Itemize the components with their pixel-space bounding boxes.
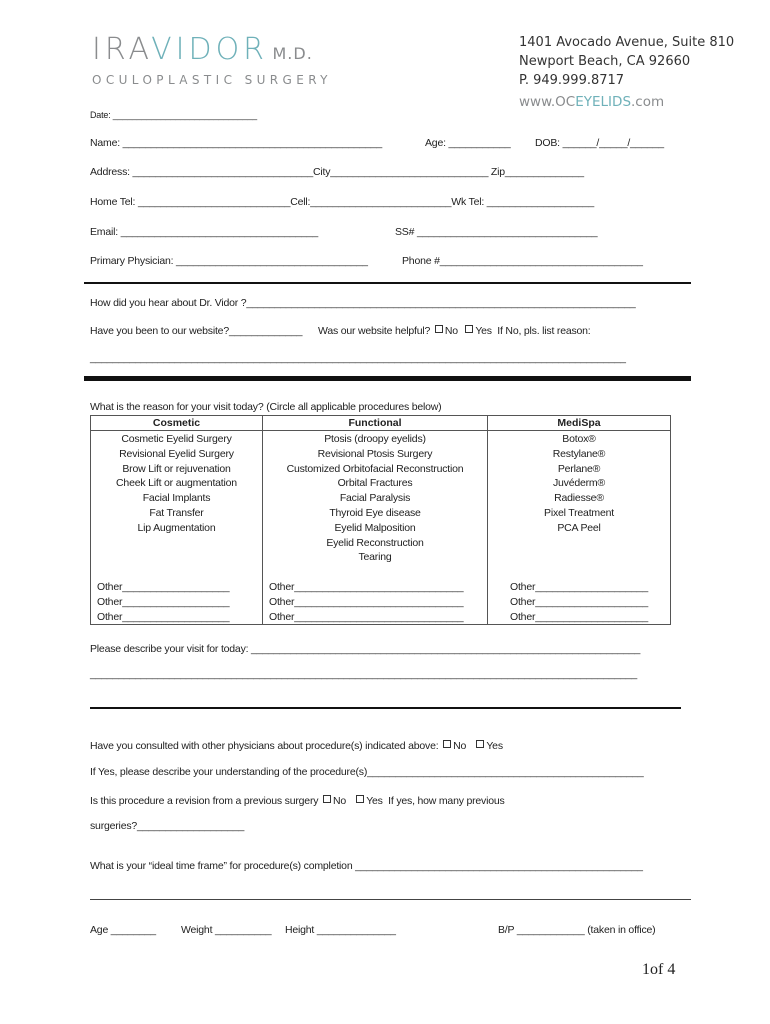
previous-surgeries-field[interactable]: surgeries?___________________ bbox=[90, 820, 245, 832]
address-city: Newport Beach, CA 92660 bbox=[519, 54, 691, 69]
list-item[interactable]: Orbital Fractures bbox=[337, 477, 413, 490]
checkbox-no[interactable] bbox=[443, 740, 451, 748]
list-item[interactable]: Tearing bbox=[358, 551, 392, 564]
other-cosmetic[interactable]: Other___________________ bbox=[97, 595, 230, 608]
list-item[interactable]: Customized Orbitofacial Reconstruction bbox=[286, 462, 464, 475]
address-street: 1401 Avocado Avenue, Suite 810 bbox=[519, 35, 735, 50]
cosmetic-column bbox=[91, 431, 263, 625]
other-functional[interactable]: Other______________________________ bbox=[269, 595, 464, 608]
age-vital-field[interactable]: Age ________ bbox=[90, 924, 156, 936]
list-item[interactable]: Radiesse® bbox=[554, 492, 604, 505]
logo-subtitle: OCULOPLASTIC SURGERY bbox=[92, 73, 332, 87]
list-item[interactable]: Eyelid Malposition bbox=[334, 521, 416, 534]
revision-question: Is this procedure a revision from a previous surgery No Yes If yes, how many previous bbox=[90, 795, 505, 807]
address-phone: P. 949.999.8717 bbox=[519, 73, 625, 88]
website-helpful-question: Was our website helpful? No Yes If No, pls. list reason: bbox=[318, 325, 591, 337]
list-item[interactable]: Brow Lift or rejuvenation bbox=[122, 462, 231, 475]
checkbox-yes[interactable] bbox=[356, 795, 364, 803]
list-item[interactable]: Eyelid Reconstruction bbox=[326, 536, 424, 549]
checkbox-no[interactable] bbox=[323, 795, 331, 803]
functional-column bbox=[263, 431, 488, 625]
consulted-question: Have you consulted with other physicians about procedure(s) indicated above: No Yes bbox=[90, 740, 503, 752]
list-item[interactable]: Revisional Eyelid Surgery bbox=[119, 447, 234, 460]
divider-thick bbox=[84, 376, 691, 381]
checkbox-yes[interactable] bbox=[476, 740, 484, 748]
reason-line[interactable]: _______________________________________________________________________________________________ bbox=[90, 352, 626, 364]
dob-field[interactable]: DOB: ______/_____/______ bbox=[535, 137, 664, 149]
list-item[interactable]: Restylane® bbox=[552, 447, 606, 460]
email-field[interactable]: Email: ___________________________________ bbox=[90, 226, 319, 238]
list-item[interactable]: Lip Augmentation bbox=[137, 521, 216, 534]
other-cosmetic[interactable]: Other___________________ bbox=[97, 580, 230, 593]
weight-field[interactable]: Weight __________ bbox=[181, 924, 272, 936]
header-cosmetic: Cosmetic bbox=[91, 416, 263, 431]
procedures-table bbox=[90, 415, 671, 625]
physician-field[interactable]: Primary Physician: __________________________________ bbox=[90, 255, 368, 267]
date-field[interactable]: Date: ______________________________ bbox=[90, 110, 257, 120]
other-cosmetic[interactable]: Other___________________ bbox=[97, 610, 230, 623]
other-medispa[interactable]: Other____________________ bbox=[510, 595, 649, 608]
header-functional: Functional bbox=[263, 416, 488, 431]
address-field[interactable]: Address: ________________________________City____________________________ Zip______________ bbox=[90, 166, 584, 178]
list-item[interactable]: PCA Peel bbox=[557, 521, 601, 534]
list-item[interactable]: Cheek Lift or augmentation bbox=[116, 477, 237, 490]
other-medispa[interactable]: Other____________________ bbox=[510, 580, 649, 593]
divider bbox=[90, 707, 681, 709]
logo-md: M.D. bbox=[272, 44, 313, 63]
understanding-field[interactable]: If Yes, please describe your understanding of the procedure(s)_________________________________________________ bbox=[90, 766, 644, 778]
list-item[interactable]: Facial Paralysis bbox=[339, 492, 411, 505]
list-item[interactable]: Botox® bbox=[562, 433, 596, 445]
header-medispa: MediSpa bbox=[488, 416, 671, 431]
list-item[interactable]: Cosmetic Eyelid Surgery bbox=[121, 433, 232, 445]
procedures-intro: What is the reason for your visit today? (Circle all applicable procedures below) bbox=[90, 401, 442, 413]
referral-field[interactable]: How did you hear about Dr. Vidor ?_____________________________________________________________________ bbox=[90, 297, 636, 309]
other-functional[interactable]: Other______________________________ bbox=[269, 610, 464, 623]
list-item[interactable]: Fat Transfer bbox=[149, 506, 204, 519]
checkbox-yes[interactable] bbox=[465, 325, 473, 333]
list-item[interactable]: Ptosis (droopy eyelids) bbox=[324, 433, 426, 445]
list-item[interactable]: Pixel Treatment bbox=[544, 506, 614, 519]
bp-field[interactable]: B/P ____________ (taken in office) bbox=[498, 924, 656, 936]
name-field[interactable]: Name: ______________________________________________ bbox=[90, 137, 383, 149]
time-frame-field[interactable]: What is your “ideal time frame” for procedure(s) completion ___________________________________________________ bbox=[90, 860, 643, 872]
clinic-address bbox=[519, 33, 734, 90]
list-item[interactable]: Perlane® bbox=[557, 462, 601, 475]
list-item[interactable]: Juvéderm® bbox=[552, 477, 606, 490]
other-medispa[interactable]: Other____________________ bbox=[510, 610, 649, 623]
logo-ira: IRA bbox=[92, 32, 152, 67]
medispa-column bbox=[488, 431, 671, 625]
height-field[interactable]: Height ______________ bbox=[285, 924, 396, 936]
other-functional[interactable]: Other______________________________ bbox=[269, 580, 464, 593]
phone-numbers-field[interactable]: Home Tel: ___________________________Cell:_________________________Wk Tel: ___________________ bbox=[90, 196, 594, 208]
visit-description-field[interactable]: Please describe your visit for today: _____________________________________________________________________ bbox=[90, 643, 641, 655]
checkbox-no[interactable] bbox=[435, 325, 443, 333]
logo-vidor: VIDOR bbox=[151, 32, 269, 67]
page-number: 1of 4 bbox=[642, 961, 676, 978]
age-field[interactable]: Age: ___________ bbox=[425, 137, 511, 149]
clinic-logo bbox=[92, 32, 313, 67]
divider bbox=[84, 282, 691, 284]
list-item[interactable]: Facial Implants bbox=[142, 492, 211, 505]
website-visited-field[interactable]: Have you been to our website?_____________ bbox=[90, 325, 303, 337]
visit-description-line[interactable]: _________________________________________________________________________________________________ bbox=[90, 668, 638, 680]
list-item[interactable]: Revisional Ptosis Surgery bbox=[317, 447, 433, 460]
list-item[interactable]: Thyroid Eye disease bbox=[329, 506, 421, 519]
physician-phone-field[interactable]: Phone #____________________________________ bbox=[402, 255, 643, 267]
ss-field[interactable]: SS# ________________________________ bbox=[395, 226, 598, 238]
divider bbox=[90, 899, 691, 900]
clinic-website: www.OCEYELIDS.com bbox=[519, 94, 665, 110]
